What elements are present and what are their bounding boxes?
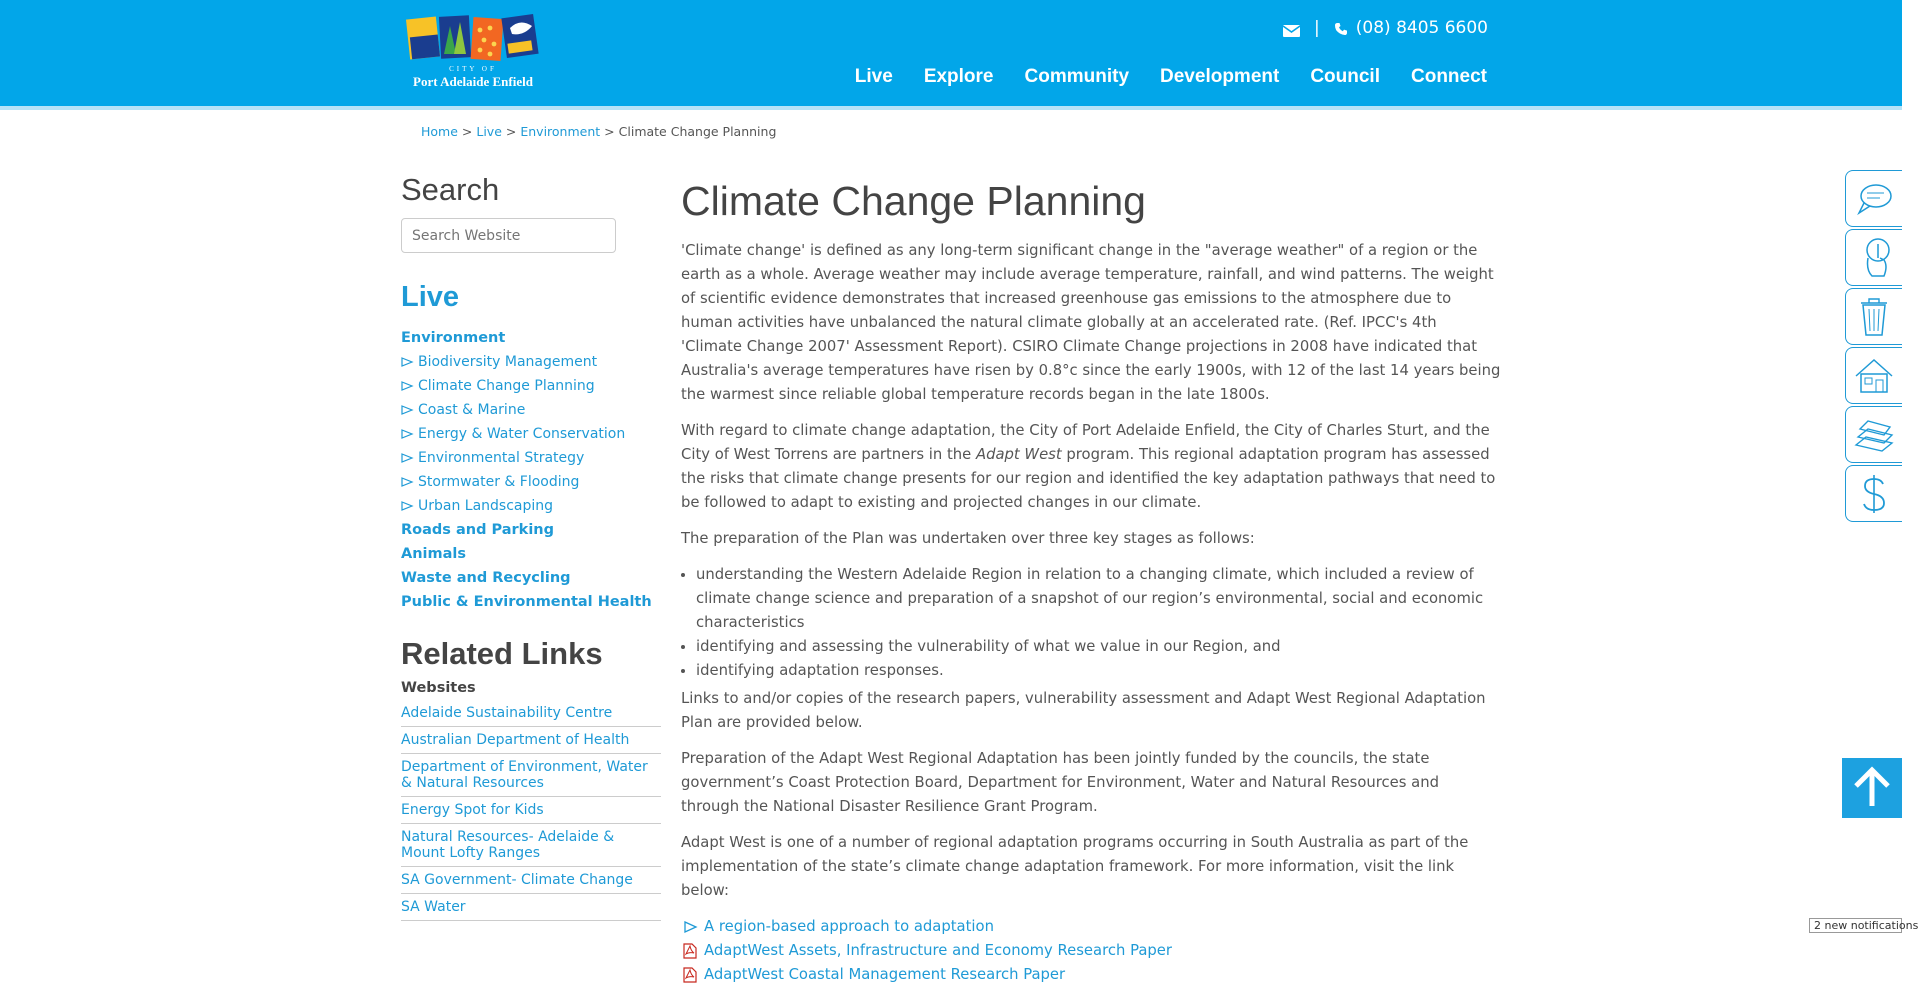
sidebar bbox=[401, 172, 661, 921]
list-item bbox=[681, 963, 1501, 987]
sidebar-item-label[interactable]: Environmental Strategy bbox=[418, 450, 585, 466]
scroll-to-top-button[interactable] bbox=[1842, 758, 1902, 818]
logo-city-text: CITY OF bbox=[449, 65, 497, 73]
breadcrumb-separator: > bbox=[461, 124, 473, 139]
framework-paragraph: Adapt West is one of a number of regional adaptation programs occurring in South Australia as part of the implementation of the state’s climate change adaptation framework. For more information, visit the link below: bbox=[681, 834, 1469, 899]
touch-hand-icon[interactable] bbox=[1845, 229, 1902, 286]
pdf-link-assets[interactable]: AdaptWest Assets, Infrastructure and Economy Research Paper bbox=[704, 942, 1172, 959]
contact-bar bbox=[1283, 18, 1488, 38]
list-item: • identifying and assessing the vulnerability of what we value in our Region, and bbox=[696, 635, 1501, 659]
breadcrumb-environment[interactable]: Environment bbox=[520, 124, 601, 139]
arrow-up-icon bbox=[1852, 766, 1892, 810]
triangle-icon bbox=[401, 381, 413, 391]
page-title: Climate Change Planning bbox=[681, 178, 1146, 224]
council-logo[interactable] bbox=[406, 14, 540, 92]
nav-community[interactable]: Community bbox=[1024, 66, 1130, 87]
phone-icon bbox=[1334, 21, 1348, 35]
stages-paragraph: The preparation of the Plan was undertaken over three key stages as follows: bbox=[681, 530, 1255, 547]
house-icon[interactable] bbox=[1845, 347, 1902, 404]
websites-label: Websites bbox=[401, 680, 476, 696]
logo-name-text: Port Adelaide Enfield bbox=[413, 74, 533, 89]
nav-live[interactable]: Live bbox=[854, 66, 893, 87]
adapt-west-paragraph bbox=[681, 419, 1501, 515]
breadcrumb-separator: > bbox=[604, 124, 615, 139]
mail-icon[interactable] bbox=[1283, 22, 1300, 34]
dollar-icon[interactable] bbox=[1845, 465, 1902, 522]
sidebar-category-animals[interactable]: Animals bbox=[401, 546, 467, 562]
sidebar-item-energy-water[interactable] bbox=[401, 422, 661, 446]
logo-emblem-icon bbox=[406, 14, 540, 64]
region-approach-link[interactable]: A region-based approach to adaptation bbox=[704, 918, 994, 935]
related-link[interactable]: Energy Spot for Kids bbox=[401, 802, 544, 818]
triangle-icon bbox=[401, 357, 413, 367]
related-links-heading: Related Links bbox=[401, 636, 603, 671]
search-heading: Search bbox=[401, 172, 500, 207]
triangle-icon bbox=[401, 429, 413, 439]
list-item bbox=[401, 754, 661, 797]
nav-connect[interactable]: Connect bbox=[1411, 66, 1487, 87]
pdf-icon bbox=[682, 943, 698, 959]
triangle-icon bbox=[401, 501, 413, 511]
links-intro-paragraph: Links to and/or copies of the research papers, vulnerability assessment and Adapt West Regional Adaptation Plan are provided below. bbox=[681, 690, 1486, 731]
triangle-icon bbox=[401, 477, 413, 487]
list-item: • identifying adaptation responses. bbox=[696, 659, 1501, 683]
sidebar-item-coast-marine[interactable] bbox=[401, 398, 661, 422]
intro-paragraph: 'Climate change' is defined as any long-term significant change in the "average weather" of a region or the earth as a whole. Average weather may include average temperature, rainfall, and wind patterns. The weight of scientific evidence demonstrates that increased greenhouse gas emissions to the atmosphere due to human activities have unbalanced the natural climate globally at an accelerated rate. (Ref. IPCC's 4th 'Climate Change 2007' Assessment Report). CSIRO Climate Change projections in 2008 have indicated that Australia's average temperatures have risen by 0.8°c since the early 1900s, with 12 of the last 14 years being the warmest since reliable global temperature records began in the late 1800s. bbox=[681, 242, 1501, 403]
breadcrumb-live[interactable]: Live bbox=[476, 124, 502, 139]
related-link[interactable]: SA Water bbox=[401, 899, 466, 915]
sidebar-item-environmental-strategy[interactable] bbox=[401, 446, 661, 470]
list-item bbox=[401, 867, 661, 894]
triangle-icon bbox=[401, 453, 413, 463]
nav-development[interactable]: Development bbox=[1160, 66, 1280, 87]
waste-bin-icon[interactable] bbox=[1845, 288, 1902, 345]
resource-links bbox=[681, 915, 1501, 987]
list-item bbox=[401, 824, 661, 867]
breadcrumb-home[interactable]: Home bbox=[421, 124, 458, 139]
nav-council[interactable]: Council bbox=[1310, 66, 1380, 87]
sidebar-item-label[interactable]: Stormwater & Flooding bbox=[418, 474, 580, 490]
triangle-icon bbox=[401, 405, 413, 415]
paragraph-text: With regard to climate change adaptation, the City of Port Adelaide Enfield, the City of Charles Sturt, and the City of West Torrens are partners in the bbox=[681, 422, 1490, 463]
related-link[interactable]: Adelaide Sustainability Centre bbox=[401, 705, 613, 721]
header-bar bbox=[0, 0, 1902, 106]
breadcrumb bbox=[421, 124, 776, 139]
sidebar-item-label[interactable]: Urban Landscaping bbox=[418, 498, 554, 514]
sidebar-item-urban-landscaping[interactable] bbox=[401, 494, 661, 518]
environment-submenu bbox=[401, 350, 661, 518]
list-item bbox=[401, 894, 661, 921]
sidebar-item-biodiversity[interactable] bbox=[401, 350, 661, 374]
list-item bbox=[681, 915, 1501, 939]
sidebar-item-stormwater[interactable] bbox=[401, 470, 661, 494]
notification-badge[interactable]: 2 new notifications bbox=[1809, 918, 1902, 933]
nav-explore[interactable]: Explore bbox=[923, 66, 994, 87]
live-heading[interactable]: Live bbox=[401, 281, 460, 313]
sidebar-item-label[interactable]: Biodiversity Management bbox=[418, 354, 598, 370]
list-item bbox=[401, 727, 661, 754]
sidebar-item-label[interactable]: Energy & Water Conservation bbox=[418, 426, 626, 442]
list-item bbox=[401, 797, 661, 824]
list-item bbox=[401, 700, 661, 727]
sidebar-section-environment[interactable]: Environment bbox=[401, 330, 506, 346]
sidebar-item-label[interactable]: Coast & Marine bbox=[418, 402, 526, 418]
books-icon[interactable] bbox=[1845, 406, 1902, 463]
sidebar-item-label[interactable]: Climate Change Planning bbox=[418, 378, 595, 394]
breadcrumb-separator: > bbox=[505, 124, 517, 139]
related-link[interactable]: Natural Resources- Adelaide & Mount Lofty Ranges bbox=[401, 829, 615, 861]
funding-paragraph: Preparation of the Adapt West Regional Adaptation has been jointly funded by the councils, the state government’s Coast Protection Board, Department for Environment, Water and Natural Resources and through the National Disaster Resilience Grant Program. bbox=[681, 750, 1439, 815]
header-divider bbox=[0, 106, 1902, 110]
list-item bbox=[681, 939, 1501, 963]
triangle-icon bbox=[682, 919, 698, 935]
related-links-list bbox=[401, 700, 661, 921]
adapt-west-emphasis: Adapt West bbox=[975, 446, 1062, 463]
related-link[interactable]: Australian Department of Health bbox=[401, 732, 630, 748]
sidebar-category-roads[interactable]: Roads and Parking bbox=[401, 522, 554, 538]
main-nav bbox=[824, 66, 1487, 88]
paragraph-text: program. This regional adaptation program has assessed the risks that climate change presents for our region and identified the key adaptation pathways that need to be followed to adapt to existing and projected changes in our climate. bbox=[681, 446, 1496, 511]
list-item: • understanding the Western Adelaide Region in relation to a changing climate, which included a review of climate change science and preparation of a snapshot of our region’s environmental, social and economic characteristics bbox=[696, 563, 1501, 635]
pdf-link-coastal[interactable]: AdaptWest Coastal Management Research Paper bbox=[704, 966, 1066, 983]
quick-links-rail bbox=[1845, 170, 1902, 524]
pdf-icon bbox=[682, 967, 698, 983]
sidebar-item-climate-change[interactable] bbox=[401, 374, 661, 398]
related-link[interactable]: Department of Environment, Water & Natural Resources bbox=[401, 759, 648, 791]
speech-bubble-icon[interactable] bbox=[1845, 170, 1902, 227]
stages-list bbox=[696, 563, 1501, 683]
sidebar-category-waste[interactable]: Waste and Recycling bbox=[401, 570, 571, 586]
main-content bbox=[681, 178, 1501, 987]
search-input[interactable] bbox=[401, 218, 616, 253]
breadcrumb-current: Climate Change Planning bbox=[618, 124, 777, 139]
contact-separator: | bbox=[1314, 18, 1320, 38]
sidebar-category-health[interactable]: Public & Environmental Health bbox=[401, 594, 652, 610]
related-link[interactable]: SA Government- Climate Change bbox=[401, 872, 633, 888]
phone-number-link[interactable]: (08) 8405 6600 bbox=[1355, 18, 1488, 38]
